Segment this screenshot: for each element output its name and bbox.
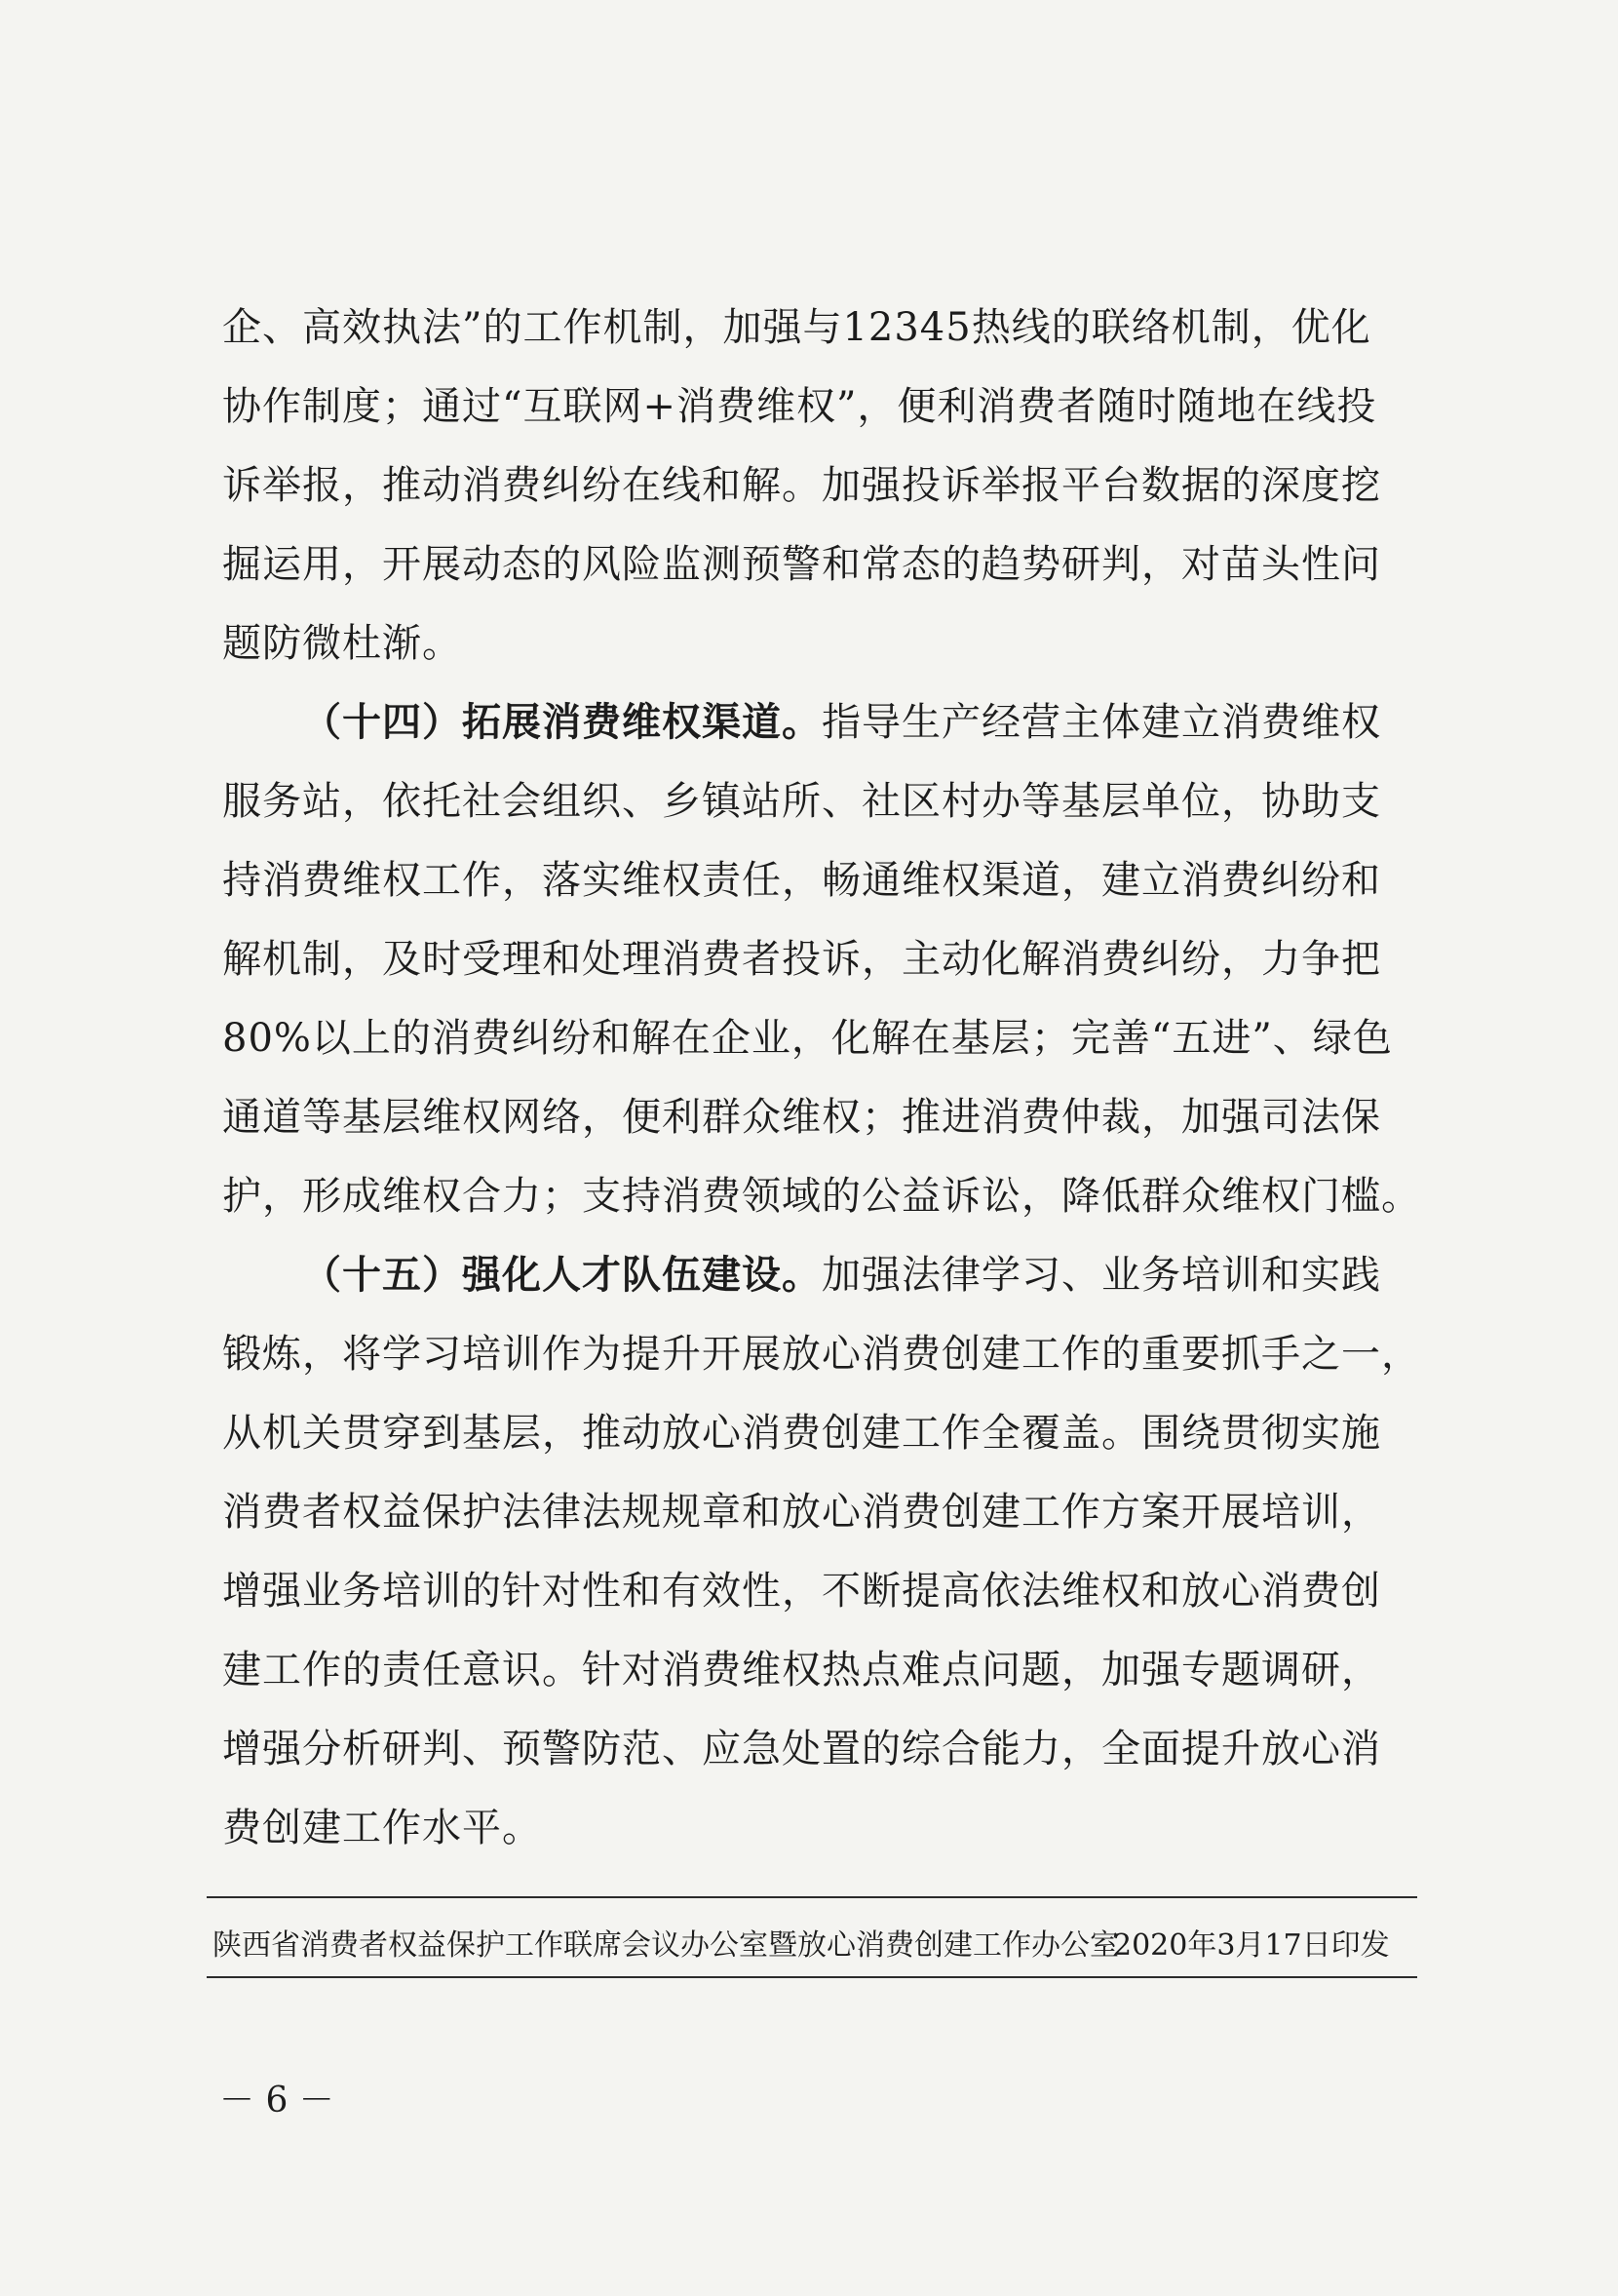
text-line: 诉举报，推动消费纠纷在线和解。加强投诉举报平台数据的深度挖 bbox=[222, 463, 1381, 508]
text-line: 持消费维权工作，落实维权责任，畅通维权渠道，建立消费纠纷和 bbox=[222, 858, 1381, 903]
text-line: 题防微杜渐。 bbox=[222, 621, 462, 666]
text-line: 通道等基层维权网络，便利群众维权；推进消费仲裁，加强司法保 bbox=[222, 1095, 1381, 1140]
text-line: 掘运用，开展动态的风险监测预警和常态的趋势研判，对苗头性问 bbox=[222, 542, 1381, 587]
text-line: 费创建工作水平。 bbox=[222, 1806, 542, 1850]
section-15-heading: （十五）强化人才队伍建设。 bbox=[302, 1252, 822, 1298]
text-line: 协作制度；通过“互联网+消费维权”，便利消费者随时随地在线投 bbox=[222, 384, 1377, 429]
section-14-first-line bbox=[302, 692, 1381, 753]
text-line: 加强法律学习、业务培训和实践 bbox=[822, 1253, 1381, 1298]
text-line: 从机关贯穿到基层，推动放心消费创建工作全覆盖。围绕贯彻实施 bbox=[222, 1411, 1381, 1456]
footer-date: 2020年3月17日印发 bbox=[1113, 1928, 1390, 1963]
footer-top-rule bbox=[207, 1896, 1417, 1898]
section-14-heading: （十四）拓展消费维权渠道。 bbox=[302, 699, 822, 745]
footer-bottom-rule bbox=[207, 1976, 1417, 1978]
text-line: 消费者权益保护法律法规规章和放心消费创建工作方案开展培训， bbox=[222, 1490, 1381, 1535]
text-line: 建工作的责任意识。针对消费维权热点难点问题，加强专题调研， bbox=[222, 1648, 1381, 1693]
footer-issuer: 陕西省消费者权益保护工作联席会议办公室暨放心消费创建工作办公室 bbox=[212, 1928, 1119, 1963]
text-line: 护，形成维权合力；支持消费领域的公益诉讼，降低群众维权门槛。 bbox=[222, 1174, 1421, 1219]
text-line: 增强分析研判、预警防范、应急处置的综合能力，全面提升放心消 bbox=[222, 1727, 1381, 1771]
text-line: 指导生产经营主体建立消费维权 bbox=[822, 700, 1381, 745]
page-number: － 6 － bbox=[219, 2081, 334, 2121]
text-line: 服务站，依托社会组织、乡镇站所、社区村办等基层单位，协助支 bbox=[222, 779, 1381, 824]
text-line: 企、高效执法”的工作机制，加强与12345热线的联络机制，优化 bbox=[222, 305, 1371, 350]
text-line: 增强业务培训的针对性和有效性，不断提高依法维权和放心消费创 bbox=[222, 1569, 1381, 1614]
text-line: 锻炼，将学习培训作为提升开展放心消费创建工作的重要抓手之一， bbox=[222, 1332, 1421, 1377]
text-line: 解机制，及时受理和处理消费者投诉，主动化解消费纠纷，力争把 bbox=[222, 937, 1381, 982]
text-line: 80%以上的消费纠纷和解在企业，化解在基层；完善“五进”、绿色 bbox=[222, 1016, 1393, 1061]
section-15-first-line bbox=[302, 1245, 1381, 1305]
